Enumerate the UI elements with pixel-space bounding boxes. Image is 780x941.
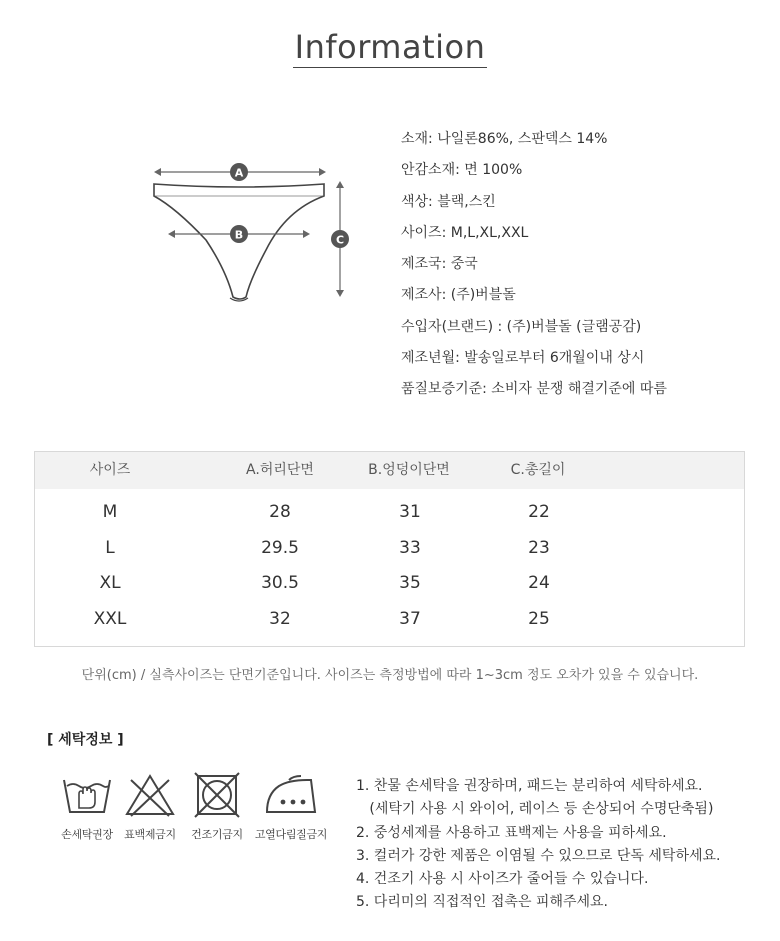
measure-c-arrow xyxy=(331,181,349,297)
no-bleach-icon xyxy=(123,772,177,818)
spec-country: 제조국: 중국 xyxy=(401,256,478,273)
size-table xyxy=(34,451,745,647)
hand-wash-label: 손세탁권장 xyxy=(61,828,113,841)
cell-length: 25 xyxy=(528,608,550,629)
instruction-line: 5. 다리미의 직접적인 접촉은 피해주세요. xyxy=(356,894,608,911)
cell-hip: 31 xyxy=(399,502,421,522)
no-high-heat-iron-label: 고열다림질금지 xyxy=(254,828,328,841)
no-high-heat-iron-icon xyxy=(261,772,321,818)
size-table-header xyxy=(35,452,744,489)
cell-length: 24 xyxy=(528,573,550,593)
cell-waist: 32 xyxy=(269,608,291,629)
table-row xyxy=(35,566,744,602)
instruction-line: (세탁기 사용 시 와이어, 레이스 등 손상되어 수명단축됨) xyxy=(356,801,714,818)
washing-icons xyxy=(47,772,337,852)
instruction-line: 4. 건조기 사용 시 사이즈가 줄어들 수 있습니다. xyxy=(356,871,649,888)
spec-color: 색상: 블랙,스킨 xyxy=(401,193,496,210)
cell-hip: 37 xyxy=(399,608,421,629)
cell-size: XXL xyxy=(93,608,127,629)
instruction-line: 1. 찬물 손세탁을 권장하며, 패드는 분리하여 세탁하세요. xyxy=(356,778,703,794)
table-row xyxy=(35,531,744,567)
measure-a-arrow xyxy=(154,163,326,181)
cell-waist: 30.5 xyxy=(261,573,299,593)
spec-lining: 안감소재: 면 100% xyxy=(401,162,523,179)
measurement-diagram xyxy=(146,150,356,310)
spec-quality-standard: 품질보증기준: 소비자 분쟁 해결기준에 따름 xyxy=(401,381,667,398)
header-hip: B.엉덩이단면 xyxy=(368,462,450,478)
page-title: Information xyxy=(294,28,486,66)
header-size: 사이즈 xyxy=(89,462,131,478)
table-row xyxy=(35,602,744,638)
table-row xyxy=(35,495,744,531)
spec-list xyxy=(401,124,667,406)
no-high-heat-iron-item xyxy=(251,772,331,842)
cell-length: 22 xyxy=(528,502,550,522)
cell-length: 23 xyxy=(528,537,550,558)
hand-wash-icon xyxy=(60,772,114,818)
no-tumble-dry-icon xyxy=(190,772,244,818)
spec-manufacture-date: 제조년월: 발송일로부터 6개월이내 상시 xyxy=(401,350,645,367)
header-length: C.총길이 xyxy=(510,462,566,478)
spec-material: 소재: 나일론86%, 스판덱스 14% xyxy=(401,131,608,147)
spec-importer: 수입자(브랜드) : (주)버블돌 (글램공감) xyxy=(401,318,642,335)
label-a: A xyxy=(234,166,244,180)
label-b: B xyxy=(234,228,244,242)
cell-hip: 33 xyxy=(399,537,421,558)
cell-size: M xyxy=(102,502,118,522)
header-waist: A.허리단면 xyxy=(246,462,314,478)
no-tumble-dry-item xyxy=(177,772,257,842)
spec-manufacturer: 제조사: (주)버블돌 xyxy=(401,287,516,304)
cell-size: L xyxy=(105,537,115,558)
no-tumble-dry-label: 건조기금지 xyxy=(191,828,243,841)
instruction-line: 2. 중성세제를 사용하고 표백제는 사용을 피하세요. xyxy=(356,824,667,841)
no-bleach-label: 표백제금지 xyxy=(124,828,176,841)
label-c: C xyxy=(335,233,345,247)
cell-waist: 29.5 xyxy=(261,537,299,558)
measure-b-arrow xyxy=(168,225,310,243)
spec-sizes: 사이즈: M,L,XL,XXL xyxy=(401,224,529,241)
washing-title: [ 세탁정보 ] xyxy=(47,732,124,748)
cell-size: XL xyxy=(99,573,121,593)
size-note: 단위(cm) / 실측사이즈는 단면기준입니다. 사이즈는 측정방법에 따라 1~3cm 정도 오차가 있을 수 있습니다. xyxy=(81,668,699,683)
instruction-line: 3. 컬러가 강한 제품은 이염될 수 있으므로 단독 세탁하세요. xyxy=(356,847,721,864)
cell-hip: 35 xyxy=(399,573,421,593)
washing-instructions xyxy=(356,775,720,915)
cell-waist: 28 xyxy=(269,502,291,522)
